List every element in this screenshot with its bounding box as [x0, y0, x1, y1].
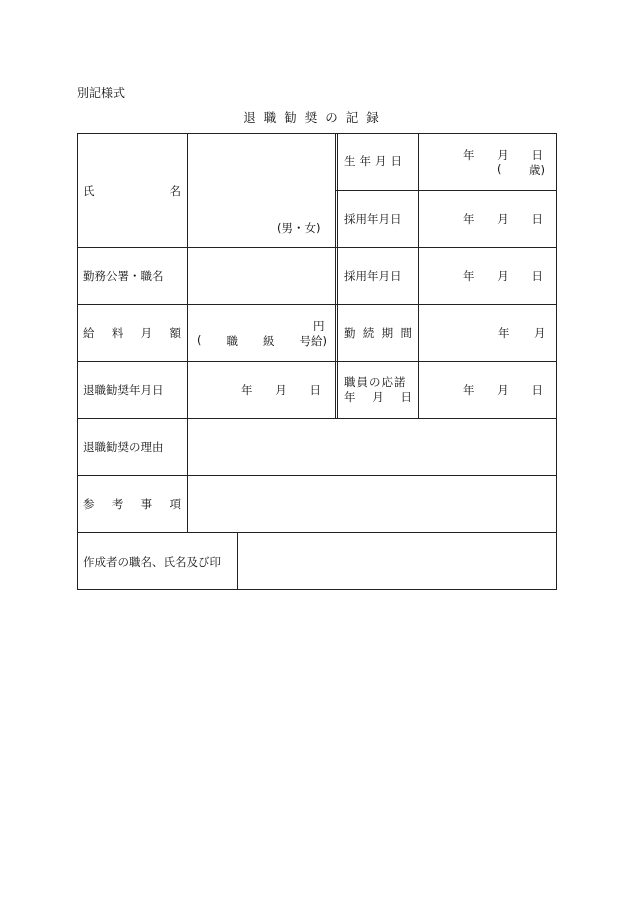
service-period-label: 勤 続 期 間: [344, 326, 412, 340]
recommend-date-label: 退職勧奨年月日: [83, 383, 164, 397]
record-table: [77, 133, 557, 590]
rule-birth-hire: [336, 190, 557, 191]
notes-label: 参 考 事 項: [83, 497, 181, 511]
office-position-label: 勤務公署・職名: [83, 269, 164, 283]
author-label: 作成者の職名、氏名及び印: [83, 555, 221, 569]
recommend-date-value: 年 月 日: [241, 383, 321, 397]
name-label: 氏 名: [83, 184, 181, 198]
rule-col-1: [187, 133, 188, 532]
monthly-salary-label: 給 料 月 額: [83, 326, 181, 340]
age-value: ( 歳): [497, 162, 545, 177]
rule-col-author: [237, 532, 238, 590]
acceptance-date-value: 年 月 日: [463, 383, 543, 397]
document-title: 退職勧奨の記録: [243, 110, 387, 125]
hire-date-label-2: 採用年月日: [344, 269, 402, 283]
rule-row-6: [77, 532, 557, 533]
hire-date-value-2: 年 月 日: [463, 269, 543, 283]
hire-date-value: 年 月 日: [463, 212, 543, 226]
rule-col-2a: [335, 133, 336, 418]
gender-note: (男・女): [277, 221, 321, 235]
acceptance-label: 職員の応諾: [344, 375, 407, 389]
service-months: 月: [534, 326, 546, 340]
service-years: 年: [498, 326, 510, 340]
form-style-label: 別記様式: [77, 86, 126, 100]
birth-date-label: 生年月日: [344, 154, 406, 168]
rule-row-2: [77, 304, 557, 305]
rule-col-2b: [337, 133, 338, 418]
rule-row-5: [77, 475, 557, 476]
rule-row-3: [77, 361, 557, 362]
rule-col-3: [418, 133, 419, 418]
hire-date-label: 採用年月日: [344, 212, 402, 226]
acceptance-label-date: 年 月 日: [344, 390, 412, 404]
rule-row-4: [77, 418, 557, 419]
yen-unit: 円: [313, 319, 325, 333]
rule-row-1: [77, 247, 557, 248]
reason-label: 退職勧奨の理由: [83, 440, 164, 454]
grade-step: ( 職 級 号給): [197, 333, 327, 348]
birth-date-value: 年 月 日: [463, 148, 543, 162]
